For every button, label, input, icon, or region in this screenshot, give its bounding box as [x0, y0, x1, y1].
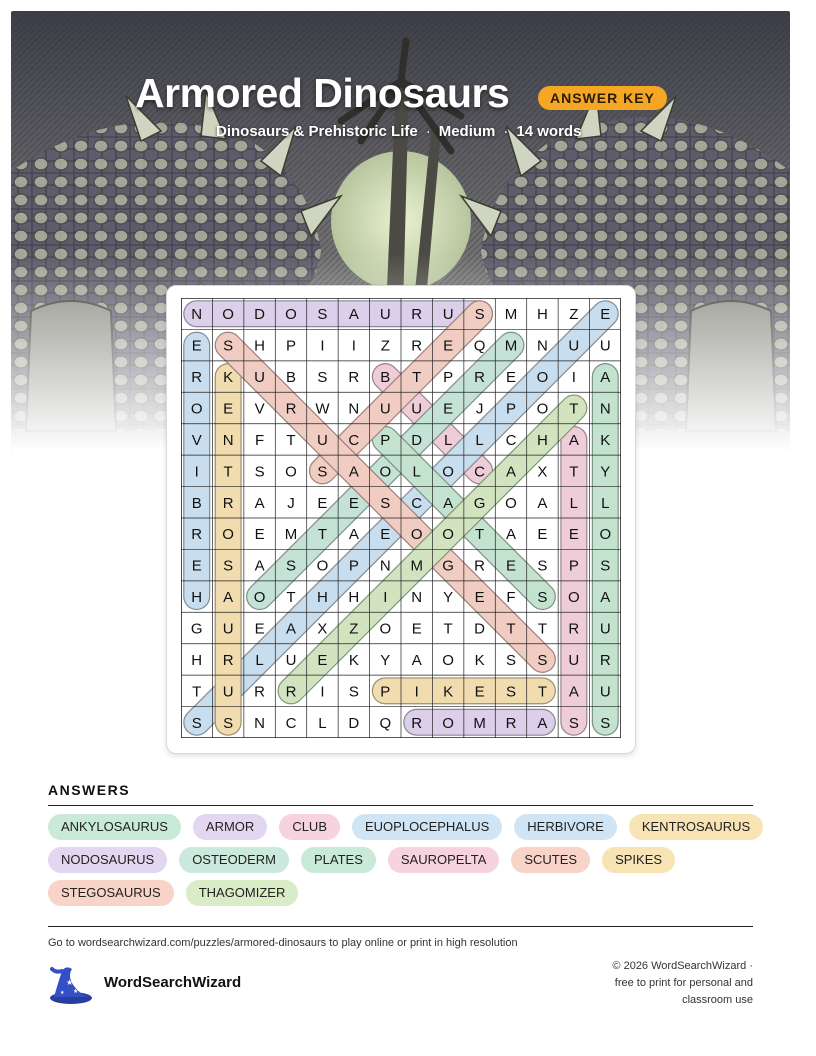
word-count-label: 14 words	[516, 123, 582, 140]
grid-letter: A	[505, 463, 517, 481]
answer-word-pill: EUOPLOCEPHALUS	[352, 814, 502, 840]
grid-letter: O	[379, 463, 392, 481]
grid-letter: R	[474, 369, 485, 387]
answer-word-pill: SCUTES	[511, 847, 590, 873]
grid-letter: N	[191, 306, 203, 324]
grid-letter: U	[222, 620, 234, 638]
answer-word-pill: SAUROPELTA	[388, 847, 499, 873]
grid-letter: D	[411, 431, 423, 449]
grid-letter: S	[505, 683, 517, 701]
grid-letter: L	[412, 463, 421, 481]
grid-letter: Q	[473, 337, 486, 355]
grid-letter: A	[505, 526, 517, 544]
grid-letter: R	[222, 651, 234, 669]
divider	[48, 926, 753, 927]
grid-letter: A	[285, 620, 297, 638]
grid-letter: E	[411, 620, 422, 638]
grid-letter: S	[600, 557, 611, 575]
grid-letter: C	[411, 494, 423, 512]
grid-letter: O	[190, 400, 203, 418]
grid-letter: E	[505, 557, 517, 575]
grid-letter: O	[285, 306, 297, 324]
grid-letter: I	[571, 369, 576, 387]
grid-letter: S	[317, 306, 328, 324]
page-title: Armored Dinosaurs	[135, 70, 510, 116]
separator: ·	[425, 123, 431, 140]
grid-letter: O	[253, 589, 266, 607]
grid-letter: N	[348, 400, 360, 418]
grid-letter: C	[474, 463, 485, 481]
grid-letter: H	[191, 589, 203, 607]
grid-letter: R	[285, 683, 297, 701]
grid-letter: O	[410, 526, 423, 544]
grid-letter: E	[474, 589, 485, 607]
grid-letter: Q	[379, 714, 392, 732]
grid-letter: N	[411, 589, 423, 607]
grid-letter: U	[379, 306, 391, 324]
grid-letter: F	[254, 431, 265, 449]
grid-letter: D	[254, 306, 265, 324]
grid-letter: V	[254, 400, 265, 418]
grid-letter: I	[194, 463, 199, 481]
grid-letter: E	[474, 683, 485, 701]
grid-letter: S	[317, 463, 328, 481]
difficulty-label: Medium	[438, 123, 496, 140]
grid-letter: N	[379, 557, 391, 575]
grid-letter: X	[537, 463, 548, 481]
grid-letter: H	[191, 651, 203, 669]
svg-text:★: ★	[73, 988, 79, 995]
grid-letter: B	[285, 369, 297, 387]
grid-letter: E	[317, 651, 328, 669]
grid-letter: P	[443, 369, 454, 387]
answer-key-badge: ANSWER KEY	[538, 86, 667, 110]
grid-letter: O	[316, 557, 329, 575]
grid-letter: C	[505, 431, 517, 449]
grid-letter: N	[222, 431, 234, 449]
grid-letter: A	[254, 557, 265, 575]
footer-note: Go to wordsearchwizard.com/puzzles/armored-dinosaurs to play online or print in high resolution	[48, 937, 518, 949]
grid-letter: E	[443, 337, 454, 355]
grid-letter: Y	[380, 651, 391, 669]
grid-letter: G	[442, 557, 454, 575]
grid-letter: S	[537, 589, 548, 607]
svg-text:★: ★	[60, 990, 65, 996]
grid-letter: M	[504, 337, 518, 355]
answer-word-pill: NODOSAURUS	[48, 847, 167, 873]
grid-letter: E	[443, 400, 454, 418]
grid-letter: M	[410, 557, 423, 575]
grid-letter: D	[474, 620, 485, 638]
grid-letter: B	[380, 369, 391, 387]
grid-letter: V	[191, 431, 202, 449]
grid-letter: I	[320, 683, 325, 701]
grid-letter: K	[600, 431, 611, 449]
grid-letter: L	[601, 494, 610, 512]
grid-letter: T	[537, 620, 548, 638]
answer-word-pill: HERBIVORE	[514, 814, 617, 840]
grid-letter: K	[443, 683, 454, 701]
grid-letter: U	[568, 337, 580, 355]
grid-letter: M	[284, 526, 298, 544]
grid-letter: U	[317, 431, 328, 449]
grid-letter: A	[348, 463, 359, 481]
answer-word-pill: STEGOSAURUS	[48, 880, 174, 906]
grid-letter: S	[537, 651, 548, 669]
grid-letter: O	[442, 463, 454, 481]
grid-letter: Z	[380, 337, 390, 355]
grid-letter: N	[537, 337, 548, 355]
grid-letter: S	[191, 714, 202, 732]
grid-letter: A	[348, 306, 359, 324]
answers-heading: ANSWERS	[48, 782, 131, 798]
grid-letter: X	[317, 620, 328, 638]
grid-letter: I	[320, 337, 325, 355]
grid-letter: I	[414, 683, 419, 701]
grid-letter: R	[568, 620, 580, 638]
grid-letter: E	[568, 526, 579, 544]
grid-letter: O	[568, 589, 580, 607]
grid-letter: S	[537, 557, 548, 575]
grid-letter: R	[505, 714, 517, 732]
grid-letter: S	[223, 337, 234, 355]
grid-letter: E	[191, 557, 202, 575]
grid-letter: A	[600, 369, 611, 387]
grid-letter: T	[537, 683, 548, 701]
grid-letter: Z	[349, 620, 359, 638]
word-search-grid	[181, 298, 621, 738]
grid-letter: O	[536, 400, 549, 418]
grid-letter: M	[504, 306, 518, 324]
answer-word-pill: PLATES	[301, 847, 376, 873]
answer-word-pill: KENTROSAURUS	[629, 814, 763, 840]
grid-letter: W	[315, 400, 330, 418]
answer-list	[48, 814, 768, 906]
grid-letter: T	[412, 369, 422, 387]
grid-letter: R	[191, 369, 203, 387]
copyright-line: free to print for personal and	[614, 977, 753, 989]
grid-letter: O	[536, 369, 549, 387]
grid-letter: R	[411, 714, 423, 732]
copyright-line: © 2026 WordSearchWizard ·	[612, 960, 753, 972]
grid-letter: R	[599, 651, 611, 669]
grid-letter: D	[348, 714, 360, 732]
divider	[48, 805, 753, 806]
grid-letter: T	[317, 526, 328, 544]
grid-letter: U	[568, 651, 580, 669]
grid-letter: E	[223, 400, 234, 418]
answer-word-pill: SPIKES	[602, 847, 675, 873]
grid-letter: S	[380, 494, 391, 512]
grid-letter: A	[411, 651, 422, 669]
grid-letter: U	[442, 306, 454, 324]
grid-letter: A	[600, 589, 611, 607]
grid-letter: G	[473, 494, 486, 512]
grid-letter: E	[505, 369, 517, 387]
grid-letter: U	[285, 651, 297, 669]
grid-letter: U	[599, 337, 611, 355]
grid-letter: R	[411, 337, 423, 355]
grid-letter: O	[505, 494, 517, 512]
grid-letter: Y	[443, 589, 454, 607]
answer-word-pill: CLUB	[279, 814, 340, 840]
grid-letter: S	[568, 714, 579, 732]
grid-letter: Y	[600, 463, 611, 481]
grid-letter: K	[474, 651, 485, 669]
grid-letter: B	[191, 494, 202, 512]
grid-letter: A	[568, 683, 579, 701]
grid-letter: A	[568, 431, 579, 449]
grid-letter: L	[255, 651, 264, 669]
grid-letter: I	[351, 337, 356, 355]
grid-letter: G	[190, 620, 203, 638]
grid-letter: S	[317, 369, 328, 387]
grid-letter: N	[254, 714, 265, 732]
grid-letter: N	[599, 400, 611, 418]
grid-letter: R	[411, 306, 423, 324]
grid-letter: T	[286, 589, 296, 607]
grid-letter: T	[223, 463, 233, 481]
puzzle-subtitle	[216, 123, 581, 140]
grid-letter: O	[222, 526, 234, 544]
grid-letter: U	[222, 683, 234, 701]
grid-letter: H	[317, 589, 328, 607]
grid-letter: A	[223, 589, 234, 607]
grid-letter: F	[506, 589, 516, 607]
grid-letter: H	[537, 431, 548, 449]
grid-letter: U	[411, 400, 423, 418]
grid-letter: R	[254, 683, 265, 701]
grid-letter: A	[254, 494, 265, 512]
grid-letter: K	[223, 369, 234, 387]
grid-letter: A	[348, 526, 359, 544]
grid-letter: E	[348, 494, 359, 512]
answer-word-pill: ANKYLOSAURUS	[48, 814, 181, 840]
grid-letter: S	[348, 683, 359, 701]
grid-letter: T	[286, 431, 296, 449]
grid-letter: A	[537, 494, 548, 512]
grid-letter: R	[285, 400, 297, 418]
grid-letter: S	[254, 463, 265, 481]
grid-letter: T	[192, 683, 202, 701]
grid-letter: E	[380, 526, 391, 544]
grid-letter: S	[474, 306, 485, 324]
grid-letter: P	[285, 337, 297, 355]
brand-name: WordSearchWizard	[104, 974, 242, 991]
grid-letter: P	[568, 557, 579, 575]
grid-letter: T	[569, 463, 579, 481]
grid-letter: L	[318, 714, 327, 732]
grid-letter: O	[442, 714, 454, 732]
grid-letter: S	[223, 557, 234, 575]
grid-letter: S	[505, 651, 517, 669]
answer-word-pill: OSTEODERM	[179, 847, 289, 873]
grid-letter: E	[537, 526, 548, 544]
grid-letter: T	[474, 526, 485, 544]
grid-letter: R	[474, 557, 485, 575]
grid-letter: U	[379, 400, 391, 418]
copyright-notice	[590, 958, 753, 1009]
grid-letter: R	[348, 369, 360, 387]
answer-word-pill: THAGOMIZER	[186, 880, 299, 906]
grid-letter: S	[600, 714, 611, 732]
grid-letter: L	[475, 431, 484, 449]
grid-letter: U	[599, 683, 611, 701]
grid-letter: T	[506, 620, 516, 638]
grid-letter: M	[473, 714, 486, 732]
grid-letter: O	[379, 620, 392, 638]
grid-letter: P	[380, 683, 391, 701]
grid-letter: H	[537, 306, 548, 324]
grid-letter: E	[191, 337, 202, 355]
grid-letter: U	[599, 620, 611, 638]
separator: ·	[503, 123, 509, 140]
grid-letter: O	[442, 651, 454, 669]
wizard-hat-icon	[46, 963, 94, 1005]
grid-letter: S	[223, 714, 234, 732]
grid-letter: P	[505, 400, 517, 418]
grid-letter: O	[599, 526, 612, 544]
grid-letter: P	[380, 431, 391, 449]
grid-letter: L	[569, 494, 579, 512]
grid-letter: E	[317, 494, 328, 512]
grid-letter: A	[537, 714, 548, 732]
grid-letter: O	[285, 463, 297, 481]
grid-letter: E	[600, 306, 611, 324]
category-label: Dinosaurs & Prehistoric Life	[216, 123, 418, 140]
grid-letter: J	[287, 494, 295, 512]
grid-letter: H	[254, 337, 265, 355]
grid-letter: U	[254, 369, 265, 387]
grid-letter: R	[191, 526, 203, 544]
grid-letter: E	[254, 620, 265, 638]
grid-letter: T	[443, 620, 453, 638]
copyright-line: classroom use	[682, 994, 753, 1006]
answer-word-pill: ARMOR	[193, 814, 267, 840]
grid-letter: K	[348, 651, 359, 669]
grid-letter: O	[442, 526, 454, 544]
grid-letter: C	[285, 714, 297, 732]
svg-text:★: ★	[66, 978, 74, 987]
grid-letter: J	[475, 400, 484, 418]
grid-letter: C	[348, 431, 360, 449]
grid-letter: S	[285, 557, 297, 575]
grid-letter: I	[383, 589, 388, 607]
grid-letter: Z	[569, 306, 579, 324]
grid-letter: L	[443, 431, 453, 449]
grid-letter: H	[348, 589, 360, 607]
grid-letter: O	[222, 306, 234, 324]
grid-letter: R	[222, 494, 234, 512]
grid-letter: P	[348, 557, 359, 575]
grid-letter: A	[443, 494, 454, 512]
grid-letter: T	[569, 400, 579, 418]
grid-letter: E	[254, 526, 265, 544]
